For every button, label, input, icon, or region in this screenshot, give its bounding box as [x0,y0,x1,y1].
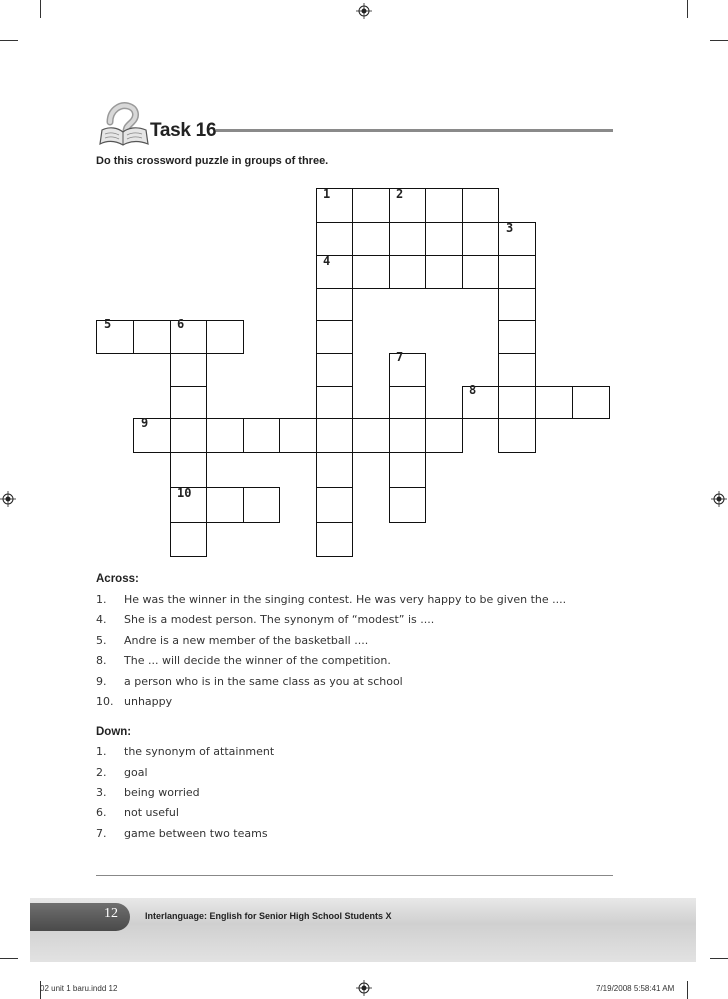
crossword-cell [170,386,207,419]
crossword-cell [462,188,499,223]
crop-mark [687,981,688,999]
crossword-cell [389,386,426,419]
registration-mark-icon [356,3,372,19]
crossword-cell [206,487,244,523]
footer-bar [30,898,696,962]
task-instruction: Do this crossword puzzle in groups of three. [96,155,329,167]
page-number: 12 [104,906,118,921]
crossword-cell [316,487,353,523]
crossword-cell [425,188,463,223]
down-clue: 3. being worried [96,786,200,799]
down-heading: Down: [96,726,132,738]
crossword-cell [352,188,390,223]
crossword-cell [170,522,207,557]
crossword-cell [316,386,353,419]
across-clue: 5. Andre is a new member of the basketball .... [96,634,369,647]
crop-mark [710,40,728,41]
crossword-cell [206,320,244,354]
crossword-cell [133,320,171,354]
clue-number-7: 7 [396,350,404,364]
crossword-cell [389,452,426,488]
clue-number-2: 2 [396,187,404,201]
crossword-cell [425,222,463,256]
crossword-cell [462,222,499,256]
clue-number-9: 9 [141,416,149,430]
file-slug: 02 unit 1 baru.indd 12 [40,984,118,993]
across-clue: 8. The ... will decide the winner of the competition. [96,654,391,667]
crossword-cell [352,255,390,289]
crossword-cell [389,353,426,387]
crossword-cell [279,418,317,453]
across-clue: 9. a person who is in the same class as you at school [96,675,403,688]
crossword-cell [498,386,536,419]
crop-mark [710,958,728,959]
crossword-cell [96,320,134,354]
crossword-cell [316,222,353,256]
clue-number-10: 10 [177,486,192,500]
crossword-cell [389,418,426,453]
registration-mark-icon [356,980,372,996]
across-heading: Across: [96,573,139,585]
crossword-cell [572,386,610,419]
crossword-cell [498,288,536,321]
crop-mark [40,0,41,18]
book-title: Interlanguage: English for Senior High School Students X [145,911,392,921]
clue-number-8: 8 [469,383,477,397]
across-clue: 1. He was the winner in the singing contest. He was very happy to be given the .... [96,593,567,606]
crossword-cell [170,452,207,488]
registration-mark-icon [0,491,16,507]
crossword-cell [425,418,463,453]
crossword-cell [206,418,244,453]
crossword-cell [535,386,573,419]
across-clue: 4. She is a modest person. The synonym of “modest” is .... [96,613,435,626]
clue-number-1: 1 [323,187,331,201]
crossword-cell [462,386,499,419]
bottom-divider [96,875,613,876]
crossword-cell [498,320,536,354]
down-clue: 6. not useful [96,806,179,819]
crossword-cell [389,255,426,289]
header-divider [216,129,613,132]
crossword-cell [352,418,390,453]
task-title: Task 16 [150,120,217,141]
across-clue: 10. unhappy [96,695,173,708]
clue-number-3: 3 [506,221,514,235]
crossword-cell [316,353,353,387]
crossword-cell [389,487,426,523]
crossword-cell [425,255,463,289]
crossword-cell [498,222,536,256]
registration-mark-icon [711,491,727,507]
crop-mark [0,958,18,959]
crossword-cell [133,418,171,453]
print-timestamp: 7/19/2008 5:58:41 AM [596,984,675,993]
crossword-cell [316,320,353,354]
crop-mark [687,0,688,18]
crossword-cell [316,255,353,289]
crossword-cell [352,222,390,256]
crossword-cell [170,418,207,453]
crossword-cell [498,353,536,387]
crossword-cell [243,418,280,453]
crossword-cell [316,188,353,223]
book-question-icon [96,100,150,148]
crossword-cell [498,418,536,453]
clue-number-5: 5 [104,317,112,331]
crossword-cell [170,353,207,387]
crossword-cell [462,255,499,289]
crossword-cell [498,255,536,289]
down-clue: 1. the synonym of attainment [96,745,275,758]
down-clue: 7. game between two teams [96,827,268,840]
clue-number-4: 4 [323,254,331,268]
crossword-cell [316,522,353,557]
crossword-cell [316,452,353,488]
crossword-cell [316,418,353,453]
down-clue: 2. goal [96,766,148,779]
crossword-cell [389,188,426,223]
crop-mark [0,40,18,41]
crossword-cell [243,487,280,523]
crossword-cell [389,222,426,256]
crossword-cell [170,320,207,354]
crossword-cell [316,288,353,321]
clue-number-6: 6 [177,317,185,331]
